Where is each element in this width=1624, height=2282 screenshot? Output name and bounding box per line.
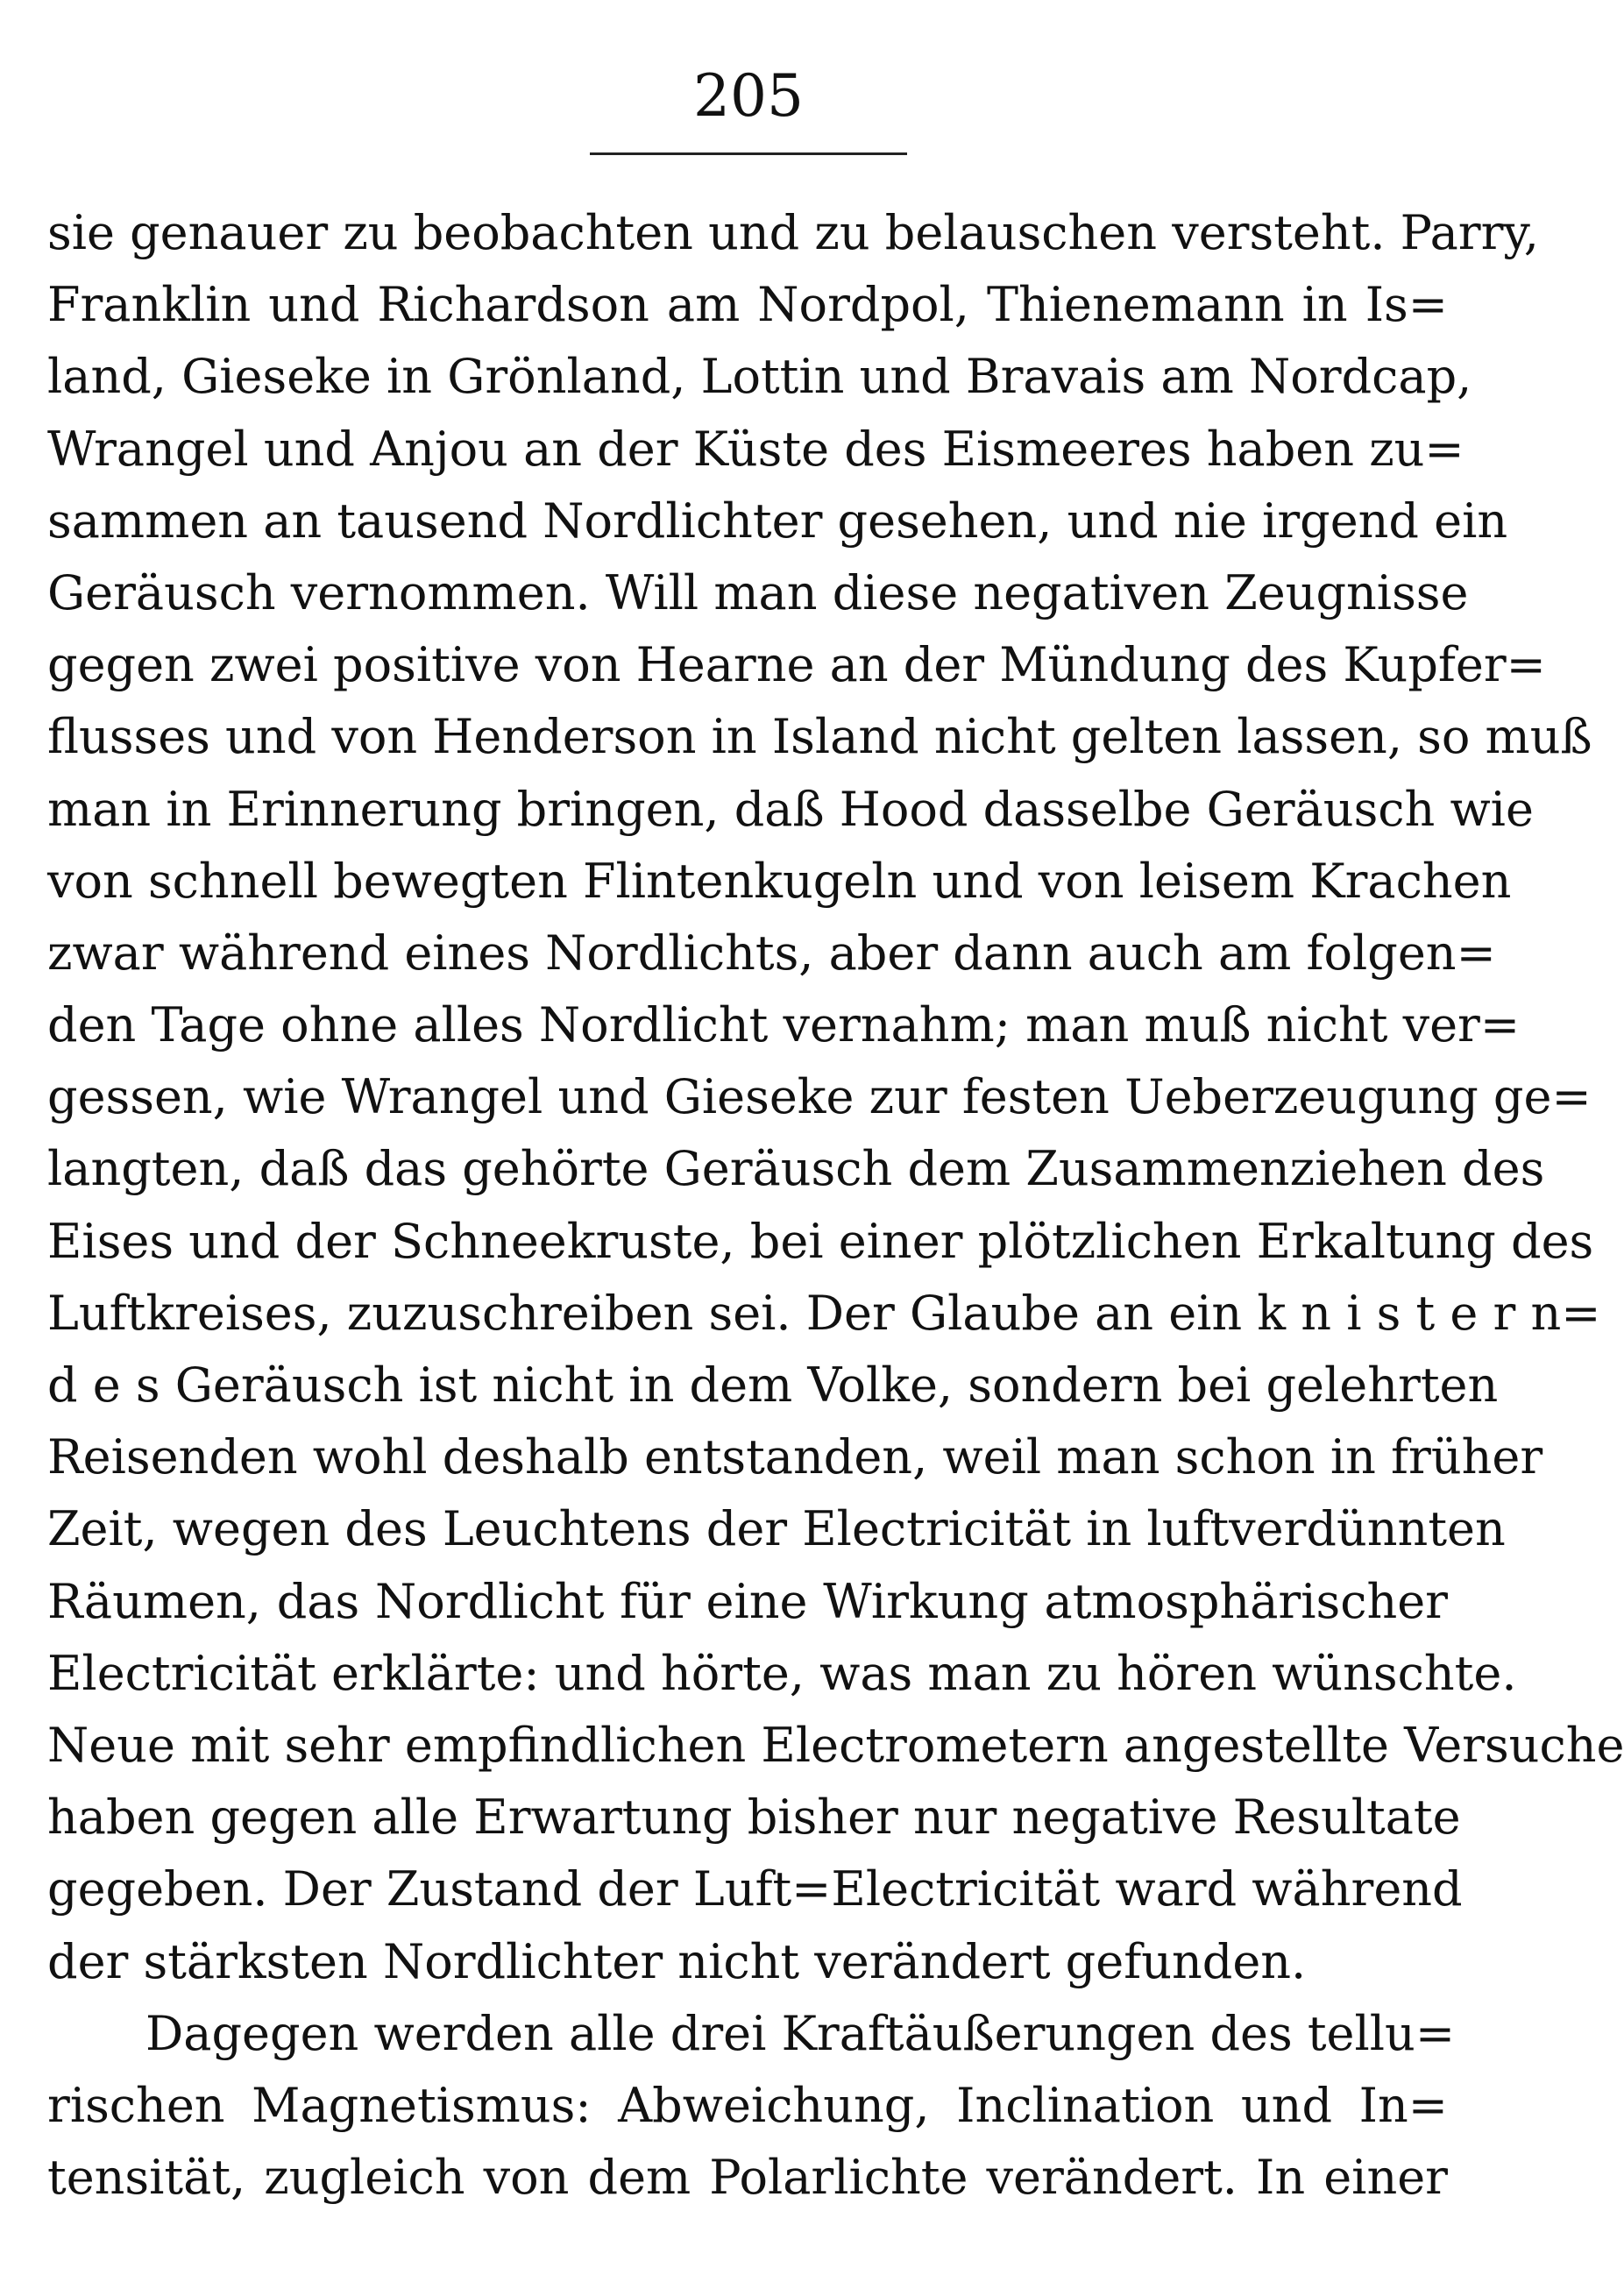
page-number: 205 (693, 62, 804, 130)
text-line: Wrangel und Anjou an der Küste des Eismeeres haben zu= (47, 421, 1464, 477)
text-line: Eises und der Schneekruste, bei einer plötzlichen Erkaltung des (47, 1213, 1594, 1269)
text-line: flusses und von Henderson in Island nicht gelten lassen, so muß (47, 709, 1592, 765)
text-line: man in Erinnerung bringen, daß Hood dasselbe Geräusch wie (47, 781, 1534, 837)
text-line: der stärksten Nordlichter nicht verändert gefunden. (47, 1933, 1307, 1989)
text-line: Zeit, wegen des Leuchtens der Electricität in luftverdünnten (47, 1501, 1506, 1557)
text-line: den Tage ohne alles Nordlicht vernahm; man muß nicht ver= (47, 997, 1521, 1053)
text-line: gessen, wie Wrangel und Gieseke zur festen Ueberzeugung ge= (47, 1069, 1592, 1125)
text-line: langten, daß das gehörte Geräusch dem Zusammenziehen des (47, 1141, 1545, 1197)
text-line: von schnell bewegten Flintenkugeln und von leisem Krachen (47, 853, 1512, 909)
text-line: land, Gieseke in Grönland, Lottin und Bravais am Nordcap, (47, 349, 1472, 405)
text-line: Dagegen werden alle drei Kraftäußerungen des tellu= (145, 2005, 1456, 2061)
text-line: Räumen, das Nordlicht für eine Wirkung atmosphärischer (47, 1573, 1448, 1629)
header-rule (590, 152, 907, 155)
text-line: Luftkreises, zuzuschreiben sei. Der Glaube an ein k n i s t e r n= (47, 1285, 1601, 1341)
text-line: Neue mit sehr empfindlichen Electrometern angestellte Versuche (47, 1717, 1624, 1773)
text-line: Electricität erklärte: und hörte, was man zu hören wünschte. (47, 1645, 1517, 1701)
text-line: Reisenden wohl deshalb entstanden, weil man schon in früher (47, 1429, 1543, 1485)
text-line: tensität, zugleich von dem Polarlichte verändert. In einer (47, 2150, 1448, 2206)
text-line: gegen zwei positive von Hearne an der Mündung des Kupfer= (47, 637, 1546, 693)
text-line: sie genauer zu beobachten und zu belauschen versteht. Parry, (47, 205, 1539, 260)
text-line: haben gegen alle Erwartung bisher nur negative Resultate (47, 1789, 1461, 1846)
text-line: gegeben. Der Zustand der Luft=Electricität ward während (47, 1861, 1463, 1917)
text-line: rischen Magnetismus: Abweichung, Inclination und In= (47, 2077, 1448, 2133)
text-block (47, 197, 1624, 2214)
text-line: zwar während eines Nordlichts, aber dann auch am folgen= (47, 925, 1496, 981)
text-line: Geräusch vernommen. Will man diese negativen Zeugnisse (47, 564, 1469, 620)
text-line: Franklin und Richardson am Nordpol, Thienemann in Is= (47, 277, 1448, 333)
text-line: sammen an tausend Nordlichter gesehen, und nie irgend ein (47, 493, 1508, 549)
text-line: d e s Geräusch ist nicht in dem Volke, sondern bei gelehrten (47, 1357, 1499, 1413)
